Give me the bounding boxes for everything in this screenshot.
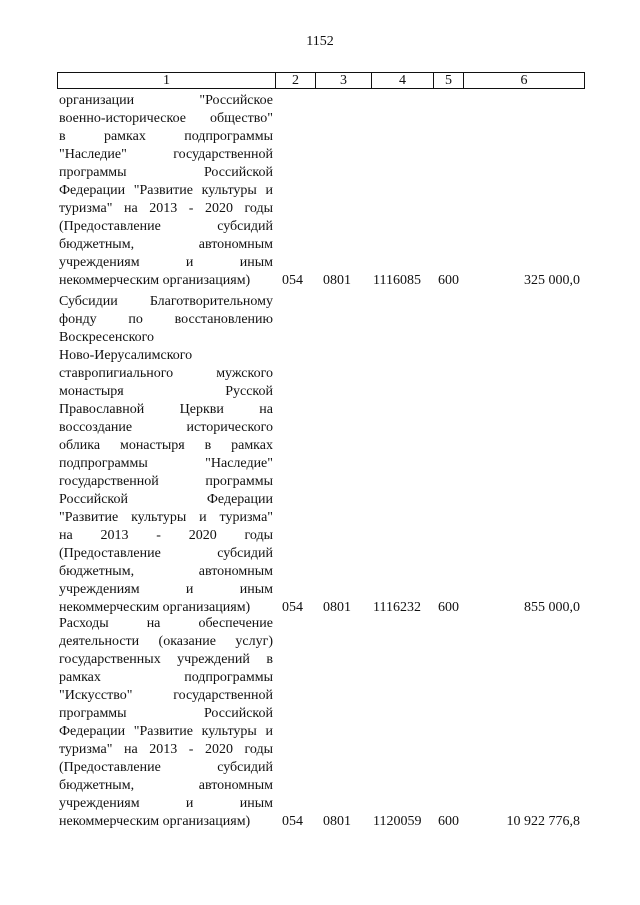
description-line: Субсидии Благотворительному [59, 294, 273, 309]
description-line: государственной программы [59, 474, 273, 489]
row-description [59, 615, 273, 831]
description-line: Ново-Иерусалимского [59, 348, 193, 363]
description-line: рамках подпрограммы [59, 670, 273, 685]
description-line: (Предоставление субсидий [59, 219, 273, 234]
header-col-1: 1 [58, 73, 276, 88]
section-code: 0801 [323, 600, 351, 615]
description-line: "Искусство" государственной [59, 688, 273, 703]
description-line: подпрограммы "Наследие" [59, 456, 273, 471]
header-col-3: 3 [316, 73, 372, 88]
amount: 10 922 776,8 [506, 814, 580, 829]
target-code: 1116085 [373, 273, 421, 288]
page-number: 1152 [306, 34, 334, 49]
description-line: деятельности (оказание услуг) [59, 634, 273, 649]
gov-code: 054 [282, 600, 303, 615]
description-line: Воскресенского [59, 330, 155, 345]
row-description [59, 92, 273, 290]
header-col-4: 4 [372, 73, 434, 88]
description-line: программы Российской [59, 165, 273, 180]
target-code: 1116232 [373, 600, 421, 615]
description-line: бюджетным, автономным [59, 778, 273, 793]
description-line: организации "Российское [59, 93, 273, 108]
description-line: государственных учреждений в [59, 652, 273, 667]
description-line: на 2013 - 2020 годы [59, 528, 273, 543]
table-header [57, 72, 585, 89]
description-line: учреждениям и иным [59, 796, 273, 811]
description-line: в рамках подпрограммы [59, 129, 273, 144]
description-line: Российской Федерации [59, 492, 273, 507]
section-code: 0801 [323, 273, 351, 288]
description-line: некоммерческим организациям) [59, 600, 251, 615]
description-line: учреждениям и иным [59, 255, 273, 270]
amount: 855 000,0 [524, 600, 580, 615]
description-line: (Предоставление субсидий [59, 546, 273, 561]
description-line: некоммерческим организациям) [59, 273, 251, 288]
gov-code: 054 [282, 814, 303, 829]
amount: 325 000,0 [524, 273, 580, 288]
type-code: 600 [438, 600, 459, 615]
row-description [59, 293, 273, 617]
description-line: туризма" на 2013 - 2020 годы [59, 742, 273, 757]
header-col-6: 6 [520, 73, 528, 88]
type-code: 600 [438, 273, 459, 288]
description-line: Расходы на обеспечение [59, 616, 273, 631]
header-col-2: 2 [276, 73, 316, 88]
description-line: учреждениям и иным [59, 582, 273, 597]
gov-code: 054 [282, 273, 303, 288]
header-col-5: 5 [434, 73, 464, 88]
description-line: монастыря Русской [59, 384, 273, 399]
type-code: 600 [438, 814, 459, 829]
description-line: "Развитие культуры и туризма" [59, 510, 273, 525]
description-line: Федерации "Развитие культуры и [59, 183, 273, 198]
description-line: военно-историческое общество" [59, 111, 273, 126]
description-line: туризма" на 2013 - 2020 годы [59, 201, 273, 216]
target-code: 1120059 [373, 814, 422, 829]
description-line: бюджетным, автономным [59, 237, 273, 252]
description-line: воссоздание исторического [59, 420, 273, 435]
description-line: облика монастыря в рамках [59, 438, 273, 453]
description-line: ставропигиального мужского [59, 366, 273, 381]
description-line: Федерации "Развитие культуры и [59, 724, 273, 739]
description-line: бюджетным, автономным [59, 564, 273, 579]
description-line: программы Российской [59, 706, 273, 721]
section-code: 0801 [323, 814, 351, 829]
description-line: "Наследие" государственной [59, 147, 273, 162]
description-line: Православной Церкви на [59, 402, 273, 417]
description-line: (Предоставление субсидий [59, 760, 273, 775]
description-line: фонду по восстановлению [59, 312, 273, 327]
description-line: некоммерческим организациям) [59, 814, 251, 829]
